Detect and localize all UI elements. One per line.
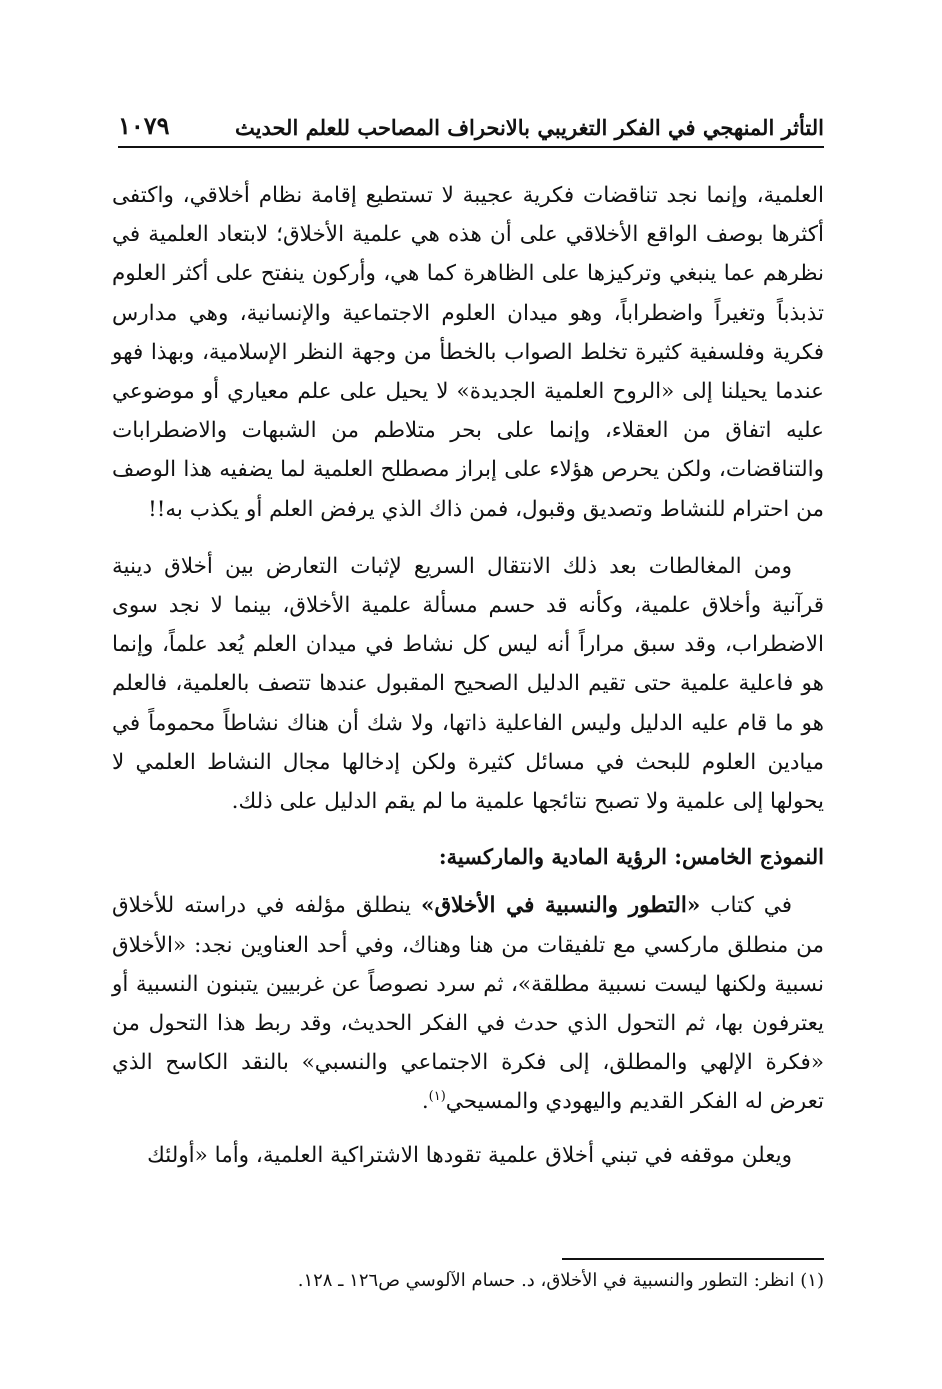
footnote: (١) انظر: التطور والنسبية في الأخلاق، د. حسام الآلوسي ص١٢٦ ـ ١٢٨. — [297, 1270, 824, 1291]
page-number: ١٠٧٩ — [118, 111, 170, 140]
section-heading: النموذج الخامس: الرؤية المادية والماركسية: — [438, 844, 824, 870]
book-title: «التطور والنسبية في الأخلاق» — [421, 893, 701, 919]
paragraph-1: العلمية، وإنما نجد تناقضات فكرية عجيبة لا تستطيع إقامة نظام أخلاقي، واكتفى أكثرها بوصف الواقع الأخلاقي على أن هذه هي علمية الأخلاق؛ لابتعاد العلمية في نظرهم عما ينبغي وتركيزها على الظاهرة كما هي، وأركون ينفتح على أكثر العلوم تذبذباً وتغيراً واضطراباً، وهو ميدان العلوم الاجتماعية والإنسانية، وهي مدارس فكرية وفلسفية كثيرة تخلط الصواب بالخطأ من وجهة النظر الإسلامية، وبهذا فهو عندما يحيلنا إلى «الروح العلمية الجديدة» لا يحيل على علم معياري أو موضوعي عليه اتفاق من العقلاء، وإنما على بحر متلاطم من الشبهات والاضطرابات والتناقضات، ولكن يحرص هؤلاء على إبراز مصطلح العلمية لما يضفيه هذا الوصف من احترام للنشاط وتصديق وقبول، فمن ذاك الذي يرفض العلم أو يكذب به!! — [112, 183, 824, 522]
paragraph-4: ويعلن موقفه في تبني أخلاق علمية تقودها الاشتراكية العلمية، وأما «أولئك — [147, 1142, 792, 1168]
paragraph-3 — [112, 886, 824, 1121]
paragraph-2: ومن المغالطات بعد ذلك الانتقال السريع لإثبات التعارض بين أخلاق دينية قرآنية وأخلاق علمية، وكأنه قد حسم مسألة علمية الأخلاق، بينما لا نجد سوى الاضطراب، وقد سبق مراراً أنه ليس كل نشاط في ميدان العلم يُعد علماً، وإنما هو فاعلية علمية حتى تقيم الدليل الصحيح المقبول عندها تتصف بالعلمية، فالعلم هو ما قام عليه الدليل وليس الفاعلية ذاتها، ولا شك أن هناك نشاطاً محموماً في ميادين العلوم للبحث في مسائل كثيرة ولكن إدخالها مجال النشاط العلمي لا يحولها إلى علمية ولا تصبح نتائجها علمية ما لم يقم الدليل على ذلك. — [112, 553, 824, 815]
footnote-divider — [562, 1258, 824, 1260]
paragraph-3-rest: ينطلق مؤلفه في دراسته للأخلاق من منطلق ماركسي مع تلفيقات من هنا وهناك، وفي أحد العناوين نجد: «الأخلاق نسبية ولكنها ليست نسبية مطلقة»، ثم سرد نصوصاً عن غربيين يتبنون النسبية أو يعترفون بها، ثم التحول الذي حدث في الفكر الحديث، وقد ربط هذا التحول من «فكرة الإلهي والمطلق، إلى فكرة الاجتماعي والنسبي» بالنقد الكاسح الذي تعرض له الفكر القديم واليهودي والمسيحي — [112, 893, 824, 1115]
header-title: التأثر المنهجي في الفكر التغريبي بالانحراف المصاحب للعلم الحديث — [235, 115, 824, 140]
footnote-reference: (١) — [428, 1089, 446, 1105]
body-text — [112, 176, 824, 1175]
paragraph-3-start: في كتاب — [700, 893, 792, 919]
paragraph-3-end: . — [421, 1089, 429, 1115]
running-header — [118, 100, 824, 148]
